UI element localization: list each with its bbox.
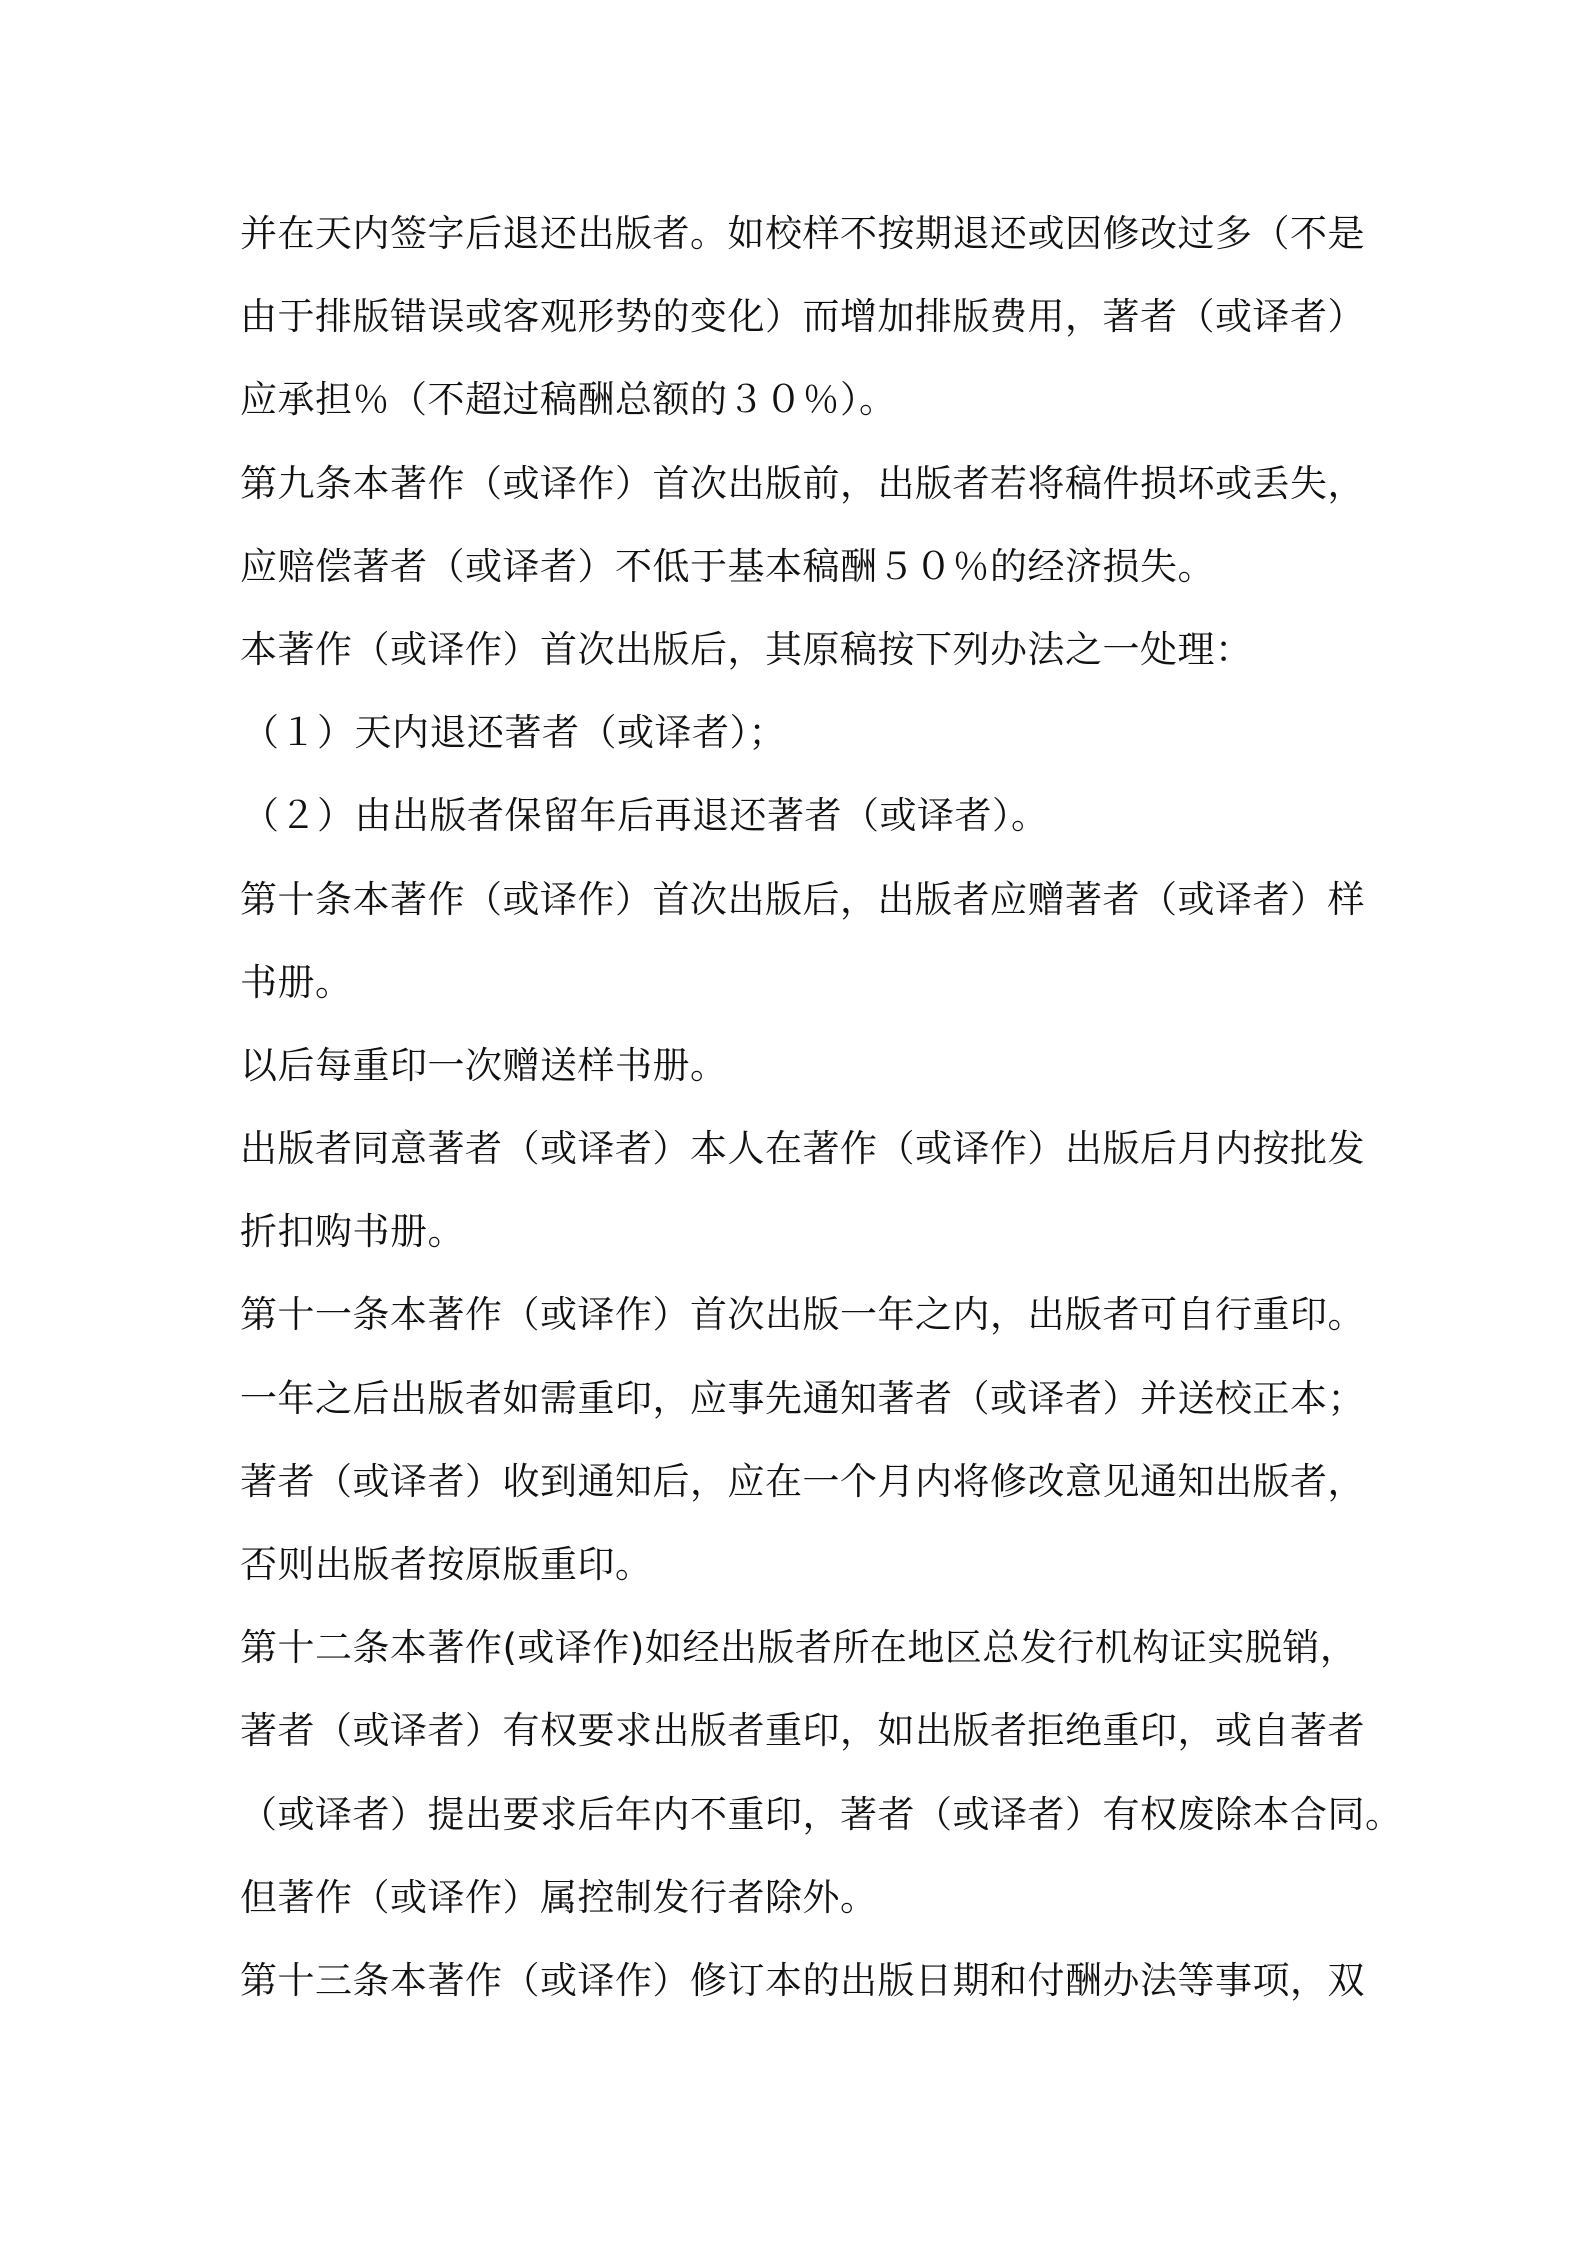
text-line: 第九条本著作（或译作）首次出版前，出版者若将稿件损坏或丢失， (240, 461, 1365, 505)
list-item: （２）由出版者保留年后再退还著者（或译者）。 (242, 794, 1049, 838)
text-line: 否则出版者按原版重印。 (240, 1543, 653, 1586)
text-line: 第十三条本著作（或译作）修订本的出版日期和付酬办法等事项，双 (240, 1958, 1365, 2002)
list-item: （１）天内退还著者（或译者）； (242, 711, 786, 755)
text-line: 以后每重印一次赠送样书册。 (240, 1043, 728, 1087)
text-line: 著者（或译者）收到通知后，应在一个月内将修改意见通知出版者， (240, 1459, 1365, 1503)
text-line: 出版者同意著者（或译者）本人在著作（或译作）出版后月内按批发 (240, 1127, 1365, 1171)
text-line: 第十条本著作（或译作）首次出版后，出版者应赠著者（或译者）样 (240, 877, 1365, 921)
text-line: 应赔偿著者（或译者）不低于基本稿酬５０％的经济损失。 (240, 544, 1215, 588)
document-body (240, 192, 1403, 2022)
text-line: 应承担％（不超过稿酬总额的３０％）。 (240, 378, 897, 422)
text-line: 本著作（或译作）首次出版后，其原稿按下列办法之一处理： (240, 627, 1253, 671)
text-line: 书册。 (240, 960, 353, 1004)
text-line: 著者（或译者）有权要求出版者重印，如出版者拒绝重印，或自著者 (240, 1709, 1365, 1753)
text-line: （或译者）提出要求后年内不重印，著者（或译者）有权废除本合同。 (240, 1792, 1403, 1836)
text-line: 并在天内签字后退还出版者。如校样不按期退还或因修改过多（不是 (240, 212, 1365, 255)
text-line: 第十一条本著作（或译作）首次出版一年之内，出版者可自行重印。 (240, 1293, 1365, 1337)
text-line: 一年之后出版者如需重印，应事先通知著者（或译者）并送校正本； (240, 1376, 1365, 1420)
text-line: 折扣购书册。 (240, 1210, 465, 1254)
text-line: 由于排版错误或客观形势的变化）而增加排版费用，著者（或译者） (240, 295, 1365, 339)
text-line: 第十二条本著作(或译作)如经出版者所在地区总发行机构证实脱销， (240, 1626, 1358, 1670)
text-line: 但著作（或译作）属控制发行者除外。 (240, 1875, 878, 1919)
